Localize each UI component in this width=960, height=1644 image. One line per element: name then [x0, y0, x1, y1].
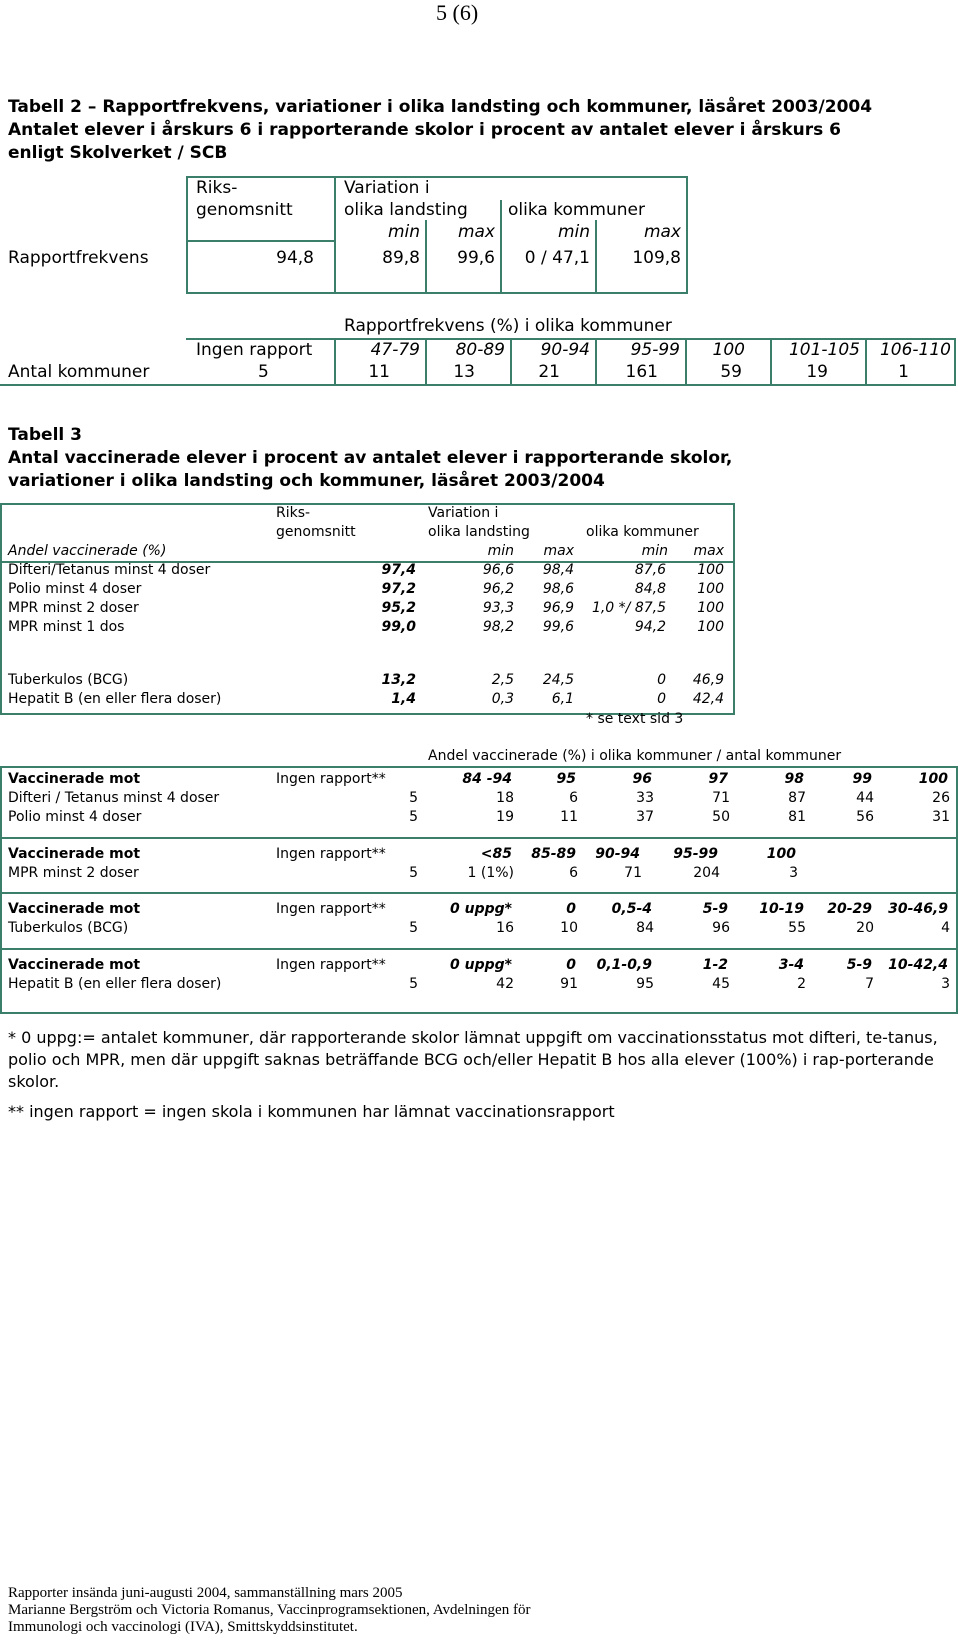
- t3-row-label: MPR minst 1 dos: [8, 619, 125, 635]
- t4-val: 6: [569, 865, 578, 881]
- t4-head-label: Vaccinerade mot: [8, 846, 141, 862]
- t3-lmax: 6,1: [551, 691, 574, 707]
- t4-val: 18: [496, 790, 514, 806]
- t2-land-max: 99,6: [457, 248, 495, 268]
- t2-sub-value: 21: [538, 362, 560, 382]
- t3-lmax: 99,6: [542, 619, 574, 635]
- t2-komm-max: 109,8: [632, 248, 681, 268]
- t3-row-label: Tuberkulos (BCG): [8, 672, 129, 688]
- table2-title: [8, 96, 872, 165]
- t4-row-label: MPR minst 2 doser: [8, 865, 139, 881]
- t2-sub-value: 1: [898, 362, 909, 382]
- t4-head-col: 30-46,9: [888, 901, 948, 917]
- t4-val: 50: [712, 809, 730, 825]
- table2-title-line: Tabell 2 – Rapportfrekvens, variationer i olika landsting och kommuner, läsåret 2003/2004: [8, 97, 873, 117]
- t4-head-col: 10-42,4: [888, 957, 948, 973]
- t4-head-col: 95-99: [673, 846, 718, 862]
- t3-kmax: 100: [697, 600, 724, 616]
- t4-ingen: 5: [409, 865, 418, 881]
- t4-val: 4: [941, 920, 950, 936]
- t4-head-col: 20-29: [827, 901, 872, 917]
- table3-title: [8, 424, 732, 493]
- t3-hdr-kommuner: olika kommuner: [586, 524, 699, 540]
- t2-riks-value: 94,8: [276, 248, 314, 268]
- t4-val: 81: [788, 809, 806, 825]
- t2-sub-hdr: 106-110: [879, 340, 951, 360]
- t3-hdr-riks-1: Riks-: [276, 505, 311, 521]
- t3-hdr-andel: Andel vaccinerade (%): [8, 543, 167, 559]
- t4-val: 87: [788, 790, 806, 806]
- t4-val: 6: [569, 790, 578, 806]
- t4-ingen: 5: [409, 809, 418, 825]
- t2-sub-hdr: 47-79: [370, 340, 420, 360]
- t4-head-col: 1-2: [702, 957, 728, 973]
- t3-lmin: 96,6: [482, 562, 514, 578]
- t2-sub-row-label: Antal kommuner: [8, 362, 150, 382]
- table2-title-line: Antalet elever i årskurs 6 i rapporterande skolor i procent av antalet elever i årskurs 6: [8, 120, 841, 140]
- t3-kmin: 87,6: [634, 562, 666, 578]
- t2-komm-min: 0 / 47,1: [524, 248, 590, 268]
- t3-kmin: 1,0 */ 87,5: [591, 600, 666, 616]
- t2-sub-value: 59: [720, 362, 742, 382]
- t3-max: max: [693, 543, 724, 559]
- t4-head-col: <85: [480, 846, 512, 862]
- t4-head-col: 85-89: [531, 846, 576, 862]
- t4-head-col: 5-9: [846, 957, 872, 973]
- t4-val: 7: [865, 976, 874, 992]
- t3-kmin: 94,2: [634, 619, 666, 635]
- t4-head-ingen: Ingen rapport**: [276, 771, 386, 787]
- t3-lmin: 0,3: [491, 691, 514, 707]
- t3-hdr-riks-2: genomsnitt: [276, 524, 356, 540]
- t4-val: 71: [624, 865, 642, 881]
- table2: [0, 176, 960, 296]
- t4-head-col: 5-9: [702, 901, 728, 917]
- table2-title-line: enligt Skolverket / SCB: [8, 143, 228, 163]
- table3-title-line: Tabell 3: [8, 425, 82, 445]
- t4-head-col: 0 uppg*: [450, 957, 512, 973]
- t3-riks: 95,2: [381, 600, 416, 616]
- table4: [0, 766, 958, 1014]
- t4-head-col: 96: [632, 771, 652, 787]
- t4-val: 96: [712, 920, 730, 936]
- t4-val: 31: [932, 809, 950, 825]
- footnote-ingen-rapport: ** ingen rapport = ingen skola i kommunen har lämnat vaccinationsrapport: [8, 1102, 615, 1121]
- t4-head-label: Vaccinerade mot: [8, 957, 141, 973]
- t3-lmin: 98,2: [482, 619, 514, 635]
- t3-riks: 1,4: [391, 691, 416, 707]
- t4-head-col: 10-19: [759, 901, 804, 917]
- t4-head-col: 0: [566, 957, 576, 973]
- t3-row-label: Hepatit B (en eller flera doser): [8, 691, 222, 707]
- t4-val: 44: [856, 790, 874, 806]
- t3-kmax: 100: [697, 562, 724, 578]
- t3-lmin: 96,2: [482, 581, 514, 597]
- t4-head-col: 90-94: [595, 846, 640, 862]
- t3-lmax: 98,4: [542, 562, 574, 578]
- t4-row-label: Polio minst 4 doser: [8, 809, 142, 825]
- t4-val: 71: [712, 790, 730, 806]
- t4-head-col: 0,5-4: [611, 901, 652, 917]
- t4-val: 3: [789, 865, 798, 881]
- t4-head-ingen: Ingen rapport**: [276, 846, 386, 862]
- t4-ingen: 5: [409, 790, 418, 806]
- t3-riks: 97,2: [381, 581, 416, 597]
- t4-val: 1 (1%): [467, 865, 514, 881]
- t2-min: min: [557, 222, 590, 242]
- t3-hdr-variation: Variation i: [428, 505, 499, 521]
- t4-head-col: 100: [918, 771, 948, 787]
- t3-lmax: 96,9: [542, 600, 574, 616]
- t2-sub-value: 19: [806, 362, 828, 382]
- t2-sub-hdr: 90-94: [540, 340, 590, 360]
- t4-row-label: Difteri / Tetanus minst 4 doser: [8, 790, 220, 806]
- t3-kmax: 100: [697, 581, 724, 597]
- t4-val: 56: [856, 809, 874, 825]
- t2-sub-value: 161: [625, 362, 658, 382]
- t4-val: 33: [636, 790, 654, 806]
- t2-hdr-landsting: olika landsting: [344, 200, 468, 220]
- t4-head-ingen: Ingen rapport**: [276, 957, 386, 973]
- t3-riks: 99,0: [381, 619, 416, 635]
- t3-hdr-landsting: olika landsting: [428, 524, 530, 540]
- t4-val: 20: [856, 920, 874, 936]
- t4-head-ingen: Ingen rapport**: [276, 901, 386, 917]
- t3-row-label: MPR minst 2 doser: [8, 600, 139, 616]
- footer-line: Immunologi och vaccinologi (IVA), Smittskyddsinstitutet.: [8, 1619, 358, 1635]
- t3-kmin: 84,8: [634, 581, 666, 597]
- t2-land-min: 89,8: [382, 248, 420, 268]
- t3-row-label: Polio minst 4 doser: [8, 581, 142, 597]
- t3-row-label: Difteri/Tetanus minst 4 doser: [8, 562, 211, 578]
- t2-sub-value: 13: [453, 362, 475, 382]
- t4-head-col: 95: [556, 771, 576, 787]
- t4-head-col: 0 uppg*: [450, 901, 512, 917]
- t2-sub-value: 11: [368, 362, 390, 382]
- t2-sub-title: Rapportfrekvens (%) i olika kommuner: [344, 316, 672, 336]
- t3-riks: 97,4: [381, 562, 416, 578]
- footnote-uppg: * 0 uppg:= antalet kommuner, där rapporterande skolor lämnat uppgift om vaccinationsstatus mot difteri, te-tanus, polio och MPR, men där uppgift saknas beträffande BCG och/eller Hepatit B hos alla elever (100%) i rap-porterande skolor.: [8, 1028, 938, 1091]
- t3-kmin: 0: [657, 691, 666, 707]
- table3: [0, 503, 960, 715]
- t3-note: * se text sid 3: [586, 711, 684, 727]
- t4-val: 84: [636, 920, 654, 936]
- t3-max: max: [543, 543, 574, 559]
- t2-sub-hdr: 101-105: [788, 340, 860, 360]
- t4-val: 11: [560, 809, 578, 825]
- footer-line: Marianne Bergström och Victoria Romanus, Vaccinprogramsektionen, Avdelningen för: [8, 1602, 531, 1618]
- t4-val: 204: [693, 865, 720, 881]
- t3-min: min: [487, 543, 514, 559]
- t2-hdr-variation: Variation i: [344, 178, 430, 198]
- t3-kmax: 100: [697, 619, 724, 635]
- t3-min: min: [641, 543, 668, 559]
- t3-lmax: 24,5: [542, 672, 574, 688]
- t4-val: 10: [560, 920, 578, 936]
- t2-hdr-kommuner: olika kommuner: [508, 200, 645, 220]
- table3-title-line: variationer i olika landsting och kommuner, läsåret 2003/2004: [8, 471, 605, 491]
- t4-row-label: Hepatit B (en eller flera doser): [8, 976, 222, 992]
- t2-min: min: [387, 222, 420, 242]
- t4-head-label: Vaccinerade mot: [8, 901, 141, 917]
- t4-head-col: 97: [708, 771, 728, 787]
- t4-val: 95: [636, 976, 654, 992]
- t4-head-label: Vaccinerade mot: [8, 771, 141, 787]
- footer: [8, 1585, 530, 1636]
- t4-head-col: 98: [784, 771, 804, 787]
- t3-kmax: 42,4: [692, 691, 724, 707]
- t4-row-label: Tuberkulos (BCG): [8, 920, 129, 936]
- t2-sub-hdr: 100: [712, 340, 745, 360]
- t3-kmin: 0: [657, 672, 666, 688]
- t4-head-col: 84 -94: [462, 771, 512, 787]
- t4-val: 19: [496, 809, 514, 825]
- t2-hdr-riks-2: genomsnitt: [196, 200, 293, 220]
- t2-max: max: [643, 222, 681, 242]
- t2-sub-hdr: 95-99: [630, 340, 680, 360]
- t3-lmax: 98,6: [542, 581, 574, 597]
- t4-val: 2: [797, 976, 806, 992]
- t4-head-col: 0: [566, 901, 576, 917]
- t3-riks: 13,2: [381, 672, 416, 688]
- table3-title-line: Antal vaccinerade elever i procent av antalet elever i rapporterande skolor,: [8, 448, 733, 468]
- t3-lmin: 2,5: [491, 672, 514, 688]
- t4-ingen: 5: [409, 920, 418, 936]
- t4-title: Andel vaccinerade (%) i olika kommuner / antal kommuner: [428, 748, 842, 764]
- t2-sub-hdr: Ingen rapport: [196, 340, 313, 360]
- table2-sub: [0, 314, 960, 386]
- t4-val: 42: [496, 976, 514, 992]
- t4-val: 55: [788, 920, 806, 936]
- t4-ingen: 5: [409, 976, 418, 992]
- t4-val: 16: [496, 920, 514, 936]
- footer-line: Rapporter insända juni-augusti 2004, sammanställning mars 2005: [8, 1585, 403, 1601]
- t3-lmin: 93,3: [482, 600, 514, 616]
- t4-head-col: 0,1-0,9: [596, 957, 652, 973]
- t4-val: 3: [941, 976, 950, 992]
- page-number: 5 (6): [436, 0, 479, 25]
- t4-head-col: 100: [766, 846, 796, 862]
- t4-val: 91: [560, 976, 578, 992]
- t2-max: max: [457, 222, 495, 242]
- t2-sub-value: 5: [258, 362, 269, 382]
- t4-val: 45: [712, 976, 730, 992]
- t4-val: 26: [932, 790, 950, 806]
- t4-head-col: 3-4: [778, 957, 804, 973]
- t2-hdr-riks-1: Riks-: [196, 178, 238, 198]
- t3-kmax: 46,9: [692, 672, 724, 688]
- t4-head-col: 99: [852, 771, 872, 787]
- t2-row-label: Rapportfrekvens: [8, 248, 149, 268]
- t2-sub-hdr: 80-89: [455, 340, 505, 360]
- t4-val: 37: [636, 809, 654, 825]
